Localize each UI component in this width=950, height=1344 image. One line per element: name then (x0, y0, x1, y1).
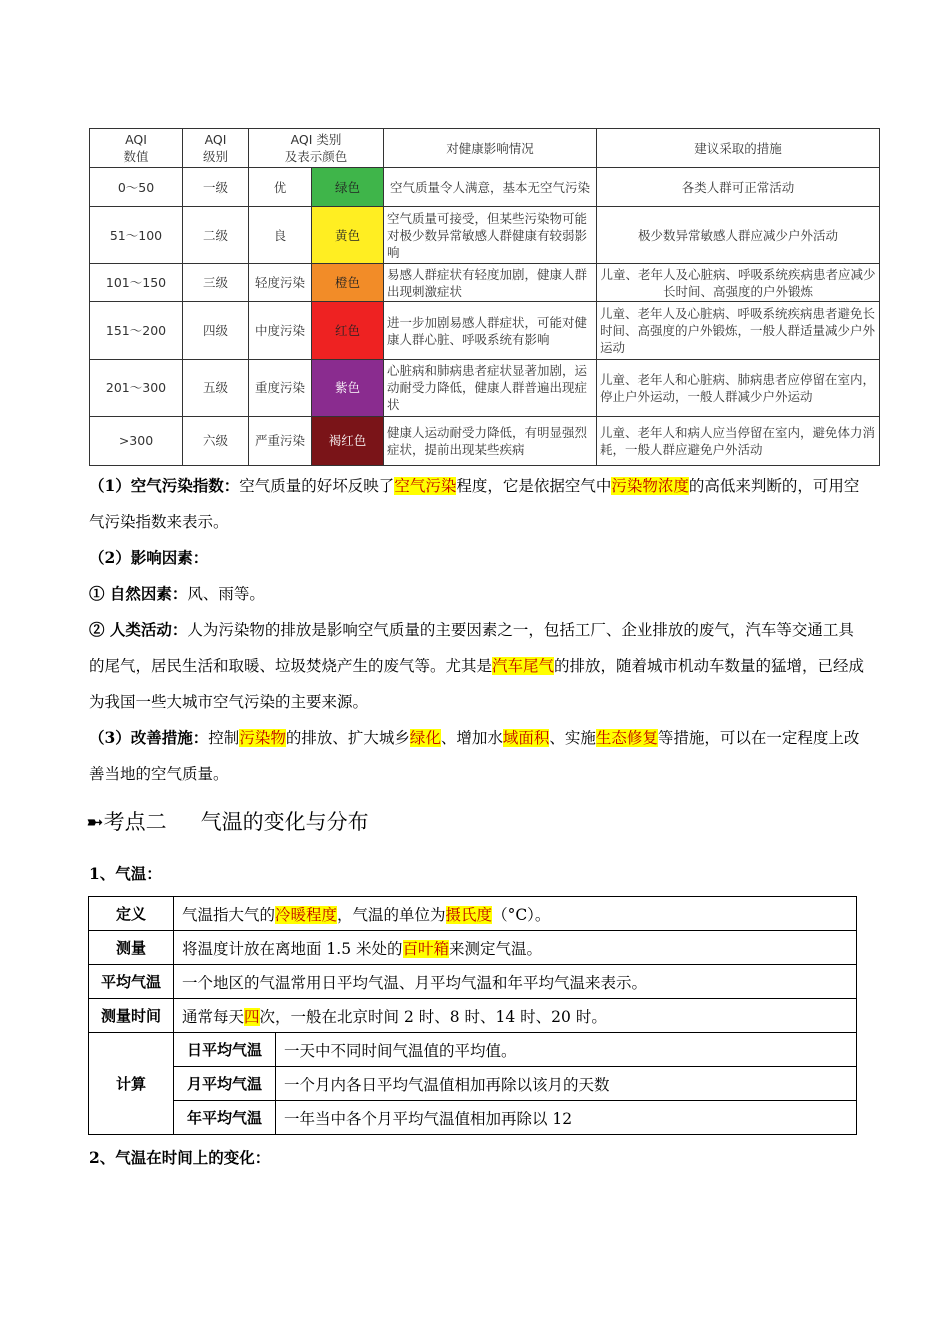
paragraph-factors (89, 540, 869, 576)
aqi-row (90, 416, 880, 465)
calc-label: 日平均气温 (174, 1033, 276, 1067)
aqi-row (90, 302, 880, 359)
aqi-category: 重度污染 (249, 359, 312, 416)
calc-label: 年平均气温 (174, 1101, 276, 1135)
section-heading: 气温的变化与分布 (200, 810, 369, 834)
text-span: 等措施，可以在一定程度上改善当地的空气质量。 (89, 729, 860, 783)
calc-value: 一个月内各日平均气温值相加再除以该月的天数 (276, 1067, 857, 1101)
aqi-color-swatch: 黄色 (312, 207, 384, 264)
section-number: 考点二 (103, 810, 167, 834)
aqi-advice: 儿童、老年人和心脏病、肺病患者应停留在室内，停止户外运动，一般人群减少户外运动 (597, 359, 880, 416)
aqi-header-level: AQI 级别 (183, 129, 249, 168)
aqi-category: 轻度污染 (249, 264, 312, 302)
aqi-health: 心脏病和肺病患者症状显著加剧，运动耐受力降低，健康人群普遍出现症状 (384, 359, 597, 416)
aqi-row (90, 207, 880, 264)
aqi-level: 三级 (183, 264, 249, 302)
text-span: 风、雨等。 (187, 585, 265, 603)
aqi-color-swatch: 褐红色 (312, 416, 384, 465)
row-key: 平均气温 (89, 965, 174, 999)
highlight: 域面积 (502, 729, 550, 747)
aqi-health: 健康人运动耐受力降低，有明显强烈症状，提前出现某些疾病 (384, 416, 597, 465)
paragraph-lead: ② 人类活动： (89, 620, 188, 639)
temp-row-average (89, 965, 857, 999)
aqi-range: 101～150 (90, 264, 183, 302)
highlight: 污染物浓度 (611, 477, 689, 495)
text-span: 程度，它是依据空气中 (456, 477, 612, 495)
aqi-advice: 各类人群可正常活动 (597, 168, 880, 207)
paragraph-lead: （2）影响因素： (89, 548, 209, 567)
aqi-range: 0～50 (90, 168, 183, 207)
temp-row-definition (89, 897, 857, 931)
highlight: 绿化 (409, 729, 441, 747)
aqi-header-value: AQI 数值 (90, 129, 183, 168)
aqi-health: 空气质量可接受，但某些污染物可能对极少数异常敏感人群健康有较弱影响 (384, 207, 597, 264)
aqi-category: 中度污染 (249, 302, 312, 359)
temp-row-calc (89, 1067, 857, 1101)
subheading-temperature-change: 2、气温在时间上的变化： (89, 1148, 271, 1167)
aqi-table (89, 128, 880, 466)
temp-row-calc (89, 1033, 857, 1067)
highlight: 空气污染 (394, 477, 457, 495)
text-span: 人为污染物的排放是影响空气质量的主要因素之一，包括工厂、企业排放的废气，汽车等交通工具的尾气，居民生活和取暖、垃圾焚烧产生的废气等。尤其是 (89, 621, 854, 675)
aqi-header-advice: 建议采取的措施 (597, 129, 880, 168)
row-key: 定义 (89, 897, 174, 931)
aqi-category: 严重污染 (249, 416, 312, 465)
aqi-range: 51～100 (90, 207, 183, 264)
paragraph-improvement (89, 720, 869, 792)
row-value: 将温度计放在离地面 1.5 米处的百叶箱来测定气温。 (174, 931, 857, 965)
aqi-health: 进一步加剧易感人群症状，可能对健康人群心脏、呼吸系统有影响 (384, 302, 597, 359)
aqi-category: 良 (249, 207, 312, 264)
calc-label: 月平均气温 (174, 1067, 276, 1101)
aqi-row (90, 168, 880, 207)
aqi-color-swatch: 紫色 (312, 359, 384, 416)
aqi-level: 五级 (183, 359, 249, 416)
temperature-table (88, 896, 857, 1135)
text-span: 的排放，随着城市机动车数量的猛增，已经成为我国一些大城市空气污染的主要来源。 (89, 657, 865, 711)
highlight: 汽车尾气 (492, 657, 555, 675)
paragraph-lead: （3）改善措施： (89, 728, 209, 747)
temp-row-measure (89, 931, 857, 965)
calc-value: 一天中不同时间气温值的平均值。 (276, 1033, 857, 1067)
calc-value: 一年当中各个月平均气温值相加再除以 12 (276, 1101, 857, 1135)
row-key: 测量 (89, 931, 174, 965)
aqi-level: 二级 (183, 207, 249, 264)
highlight: 冷暖程度 (275, 905, 338, 924)
paragraph-lead: （1）空气污染指数： (89, 476, 240, 495)
highlight: 四 (244, 1007, 260, 1026)
arrow-icon: ➼ (86, 810, 104, 834)
temp-row-calc (89, 1101, 857, 1135)
aqi-health: 空气质量令人满意，基本无空气污染 (384, 168, 597, 207)
text-span: 空气质量的好坏反映了 (239, 477, 395, 495)
aqi-color-swatch: 橙色 (312, 264, 384, 302)
aqi-header-category: AQI 类别 及表示颜色 (249, 129, 384, 168)
row-value: 一个地区的气温常用日平均气温、月平均气温和年平均气温来表示。 (174, 965, 857, 999)
aqi-level: 四级 (183, 302, 249, 359)
row-value: 通常每天四次，一般在北京时间 2 时、8 时、14 时、20 时。 (174, 999, 857, 1033)
highlight: 污染物 (239, 729, 286, 747)
aqi-health: 易感人群症状有轻度加剧，健康人群出现刺激症状 (384, 264, 597, 302)
highlight: 百叶箱 (402, 939, 450, 958)
paragraph-natural-factors (89, 576, 869, 612)
aqi-color-swatch: 绿色 (312, 168, 384, 207)
aqi-advice: 儿童、老年人和病人应当停留在室内，避免体力消耗，一般人群应避免户外活动 (597, 416, 880, 465)
subheading-temperature: 1、气温： (89, 864, 162, 883)
aqi-advice: 儿童、老年人及心脏病、呼吸系统疾病患者避免长时间、高强度的户外锻炼，一般人群适量减少户外运动 (597, 302, 880, 359)
row-value: 气温指大气的冷暖程度，气温的单位为摄氏度（°C）。 (174, 897, 857, 931)
row-key: 测量时间 (89, 999, 174, 1033)
aqi-header-health: 对健康影响情况 (384, 129, 597, 168)
aqi-row (90, 264, 880, 302)
text-span: 的高低来判断的，可用空气污染指数来表示。 (89, 477, 860, 531)
text-span: 、实施 (549, 729, 596, 747)
aqi-header-row (90, 129, 880, 168)
aqi-range: 151～200 (90, 302, 183, 359)
aqi-category: 优 (249, 168, 312, 207)
text-span: 控制 (208, 729, 240, 747)
aqi-range: 201～300 (90, 359, 183, 416)
aqi-level: 六级 (183, 416, 249, 465)
paragraph-air-pollution-index (89, 468, 869, 540)
aqi-advice: 极少数异常敏感人群应减少户外活动 (597, 207, 880, 264)
text-span: 、增加水 (440, 729, 503, 747)
highlight: 生态修复 (595, 729, 658, 747)
section-title (86, 806, 369, 836)
paragraph-lead: ① 自然因素： (89, 584, 188, 603)
highlight: 摄氏度 (445, 905, 493, 924)
aqi-color-swatch: 红色 (312, 302, 384, 359)
temp-row-time (89, 999, 857, 1033)
row-key: 计算 (89, 1033, 174, 1135)
aqi-row (90, 359, 880, 416)
paragraph-human-activity (89, 612, 869, 720)
text-span: 的排放、扩大城乡 (285, 729, 410, 747)
aqi-level: 一级 (183, 168, 249, 207)
aqi-range: >300 (90, 416, 183, 465)
aqi-advice: 儿童、老年人及心脏病、呼吸系统疾病患者应减少长时间、高强度的户外锻炼 (597, 264, 880, 302)
